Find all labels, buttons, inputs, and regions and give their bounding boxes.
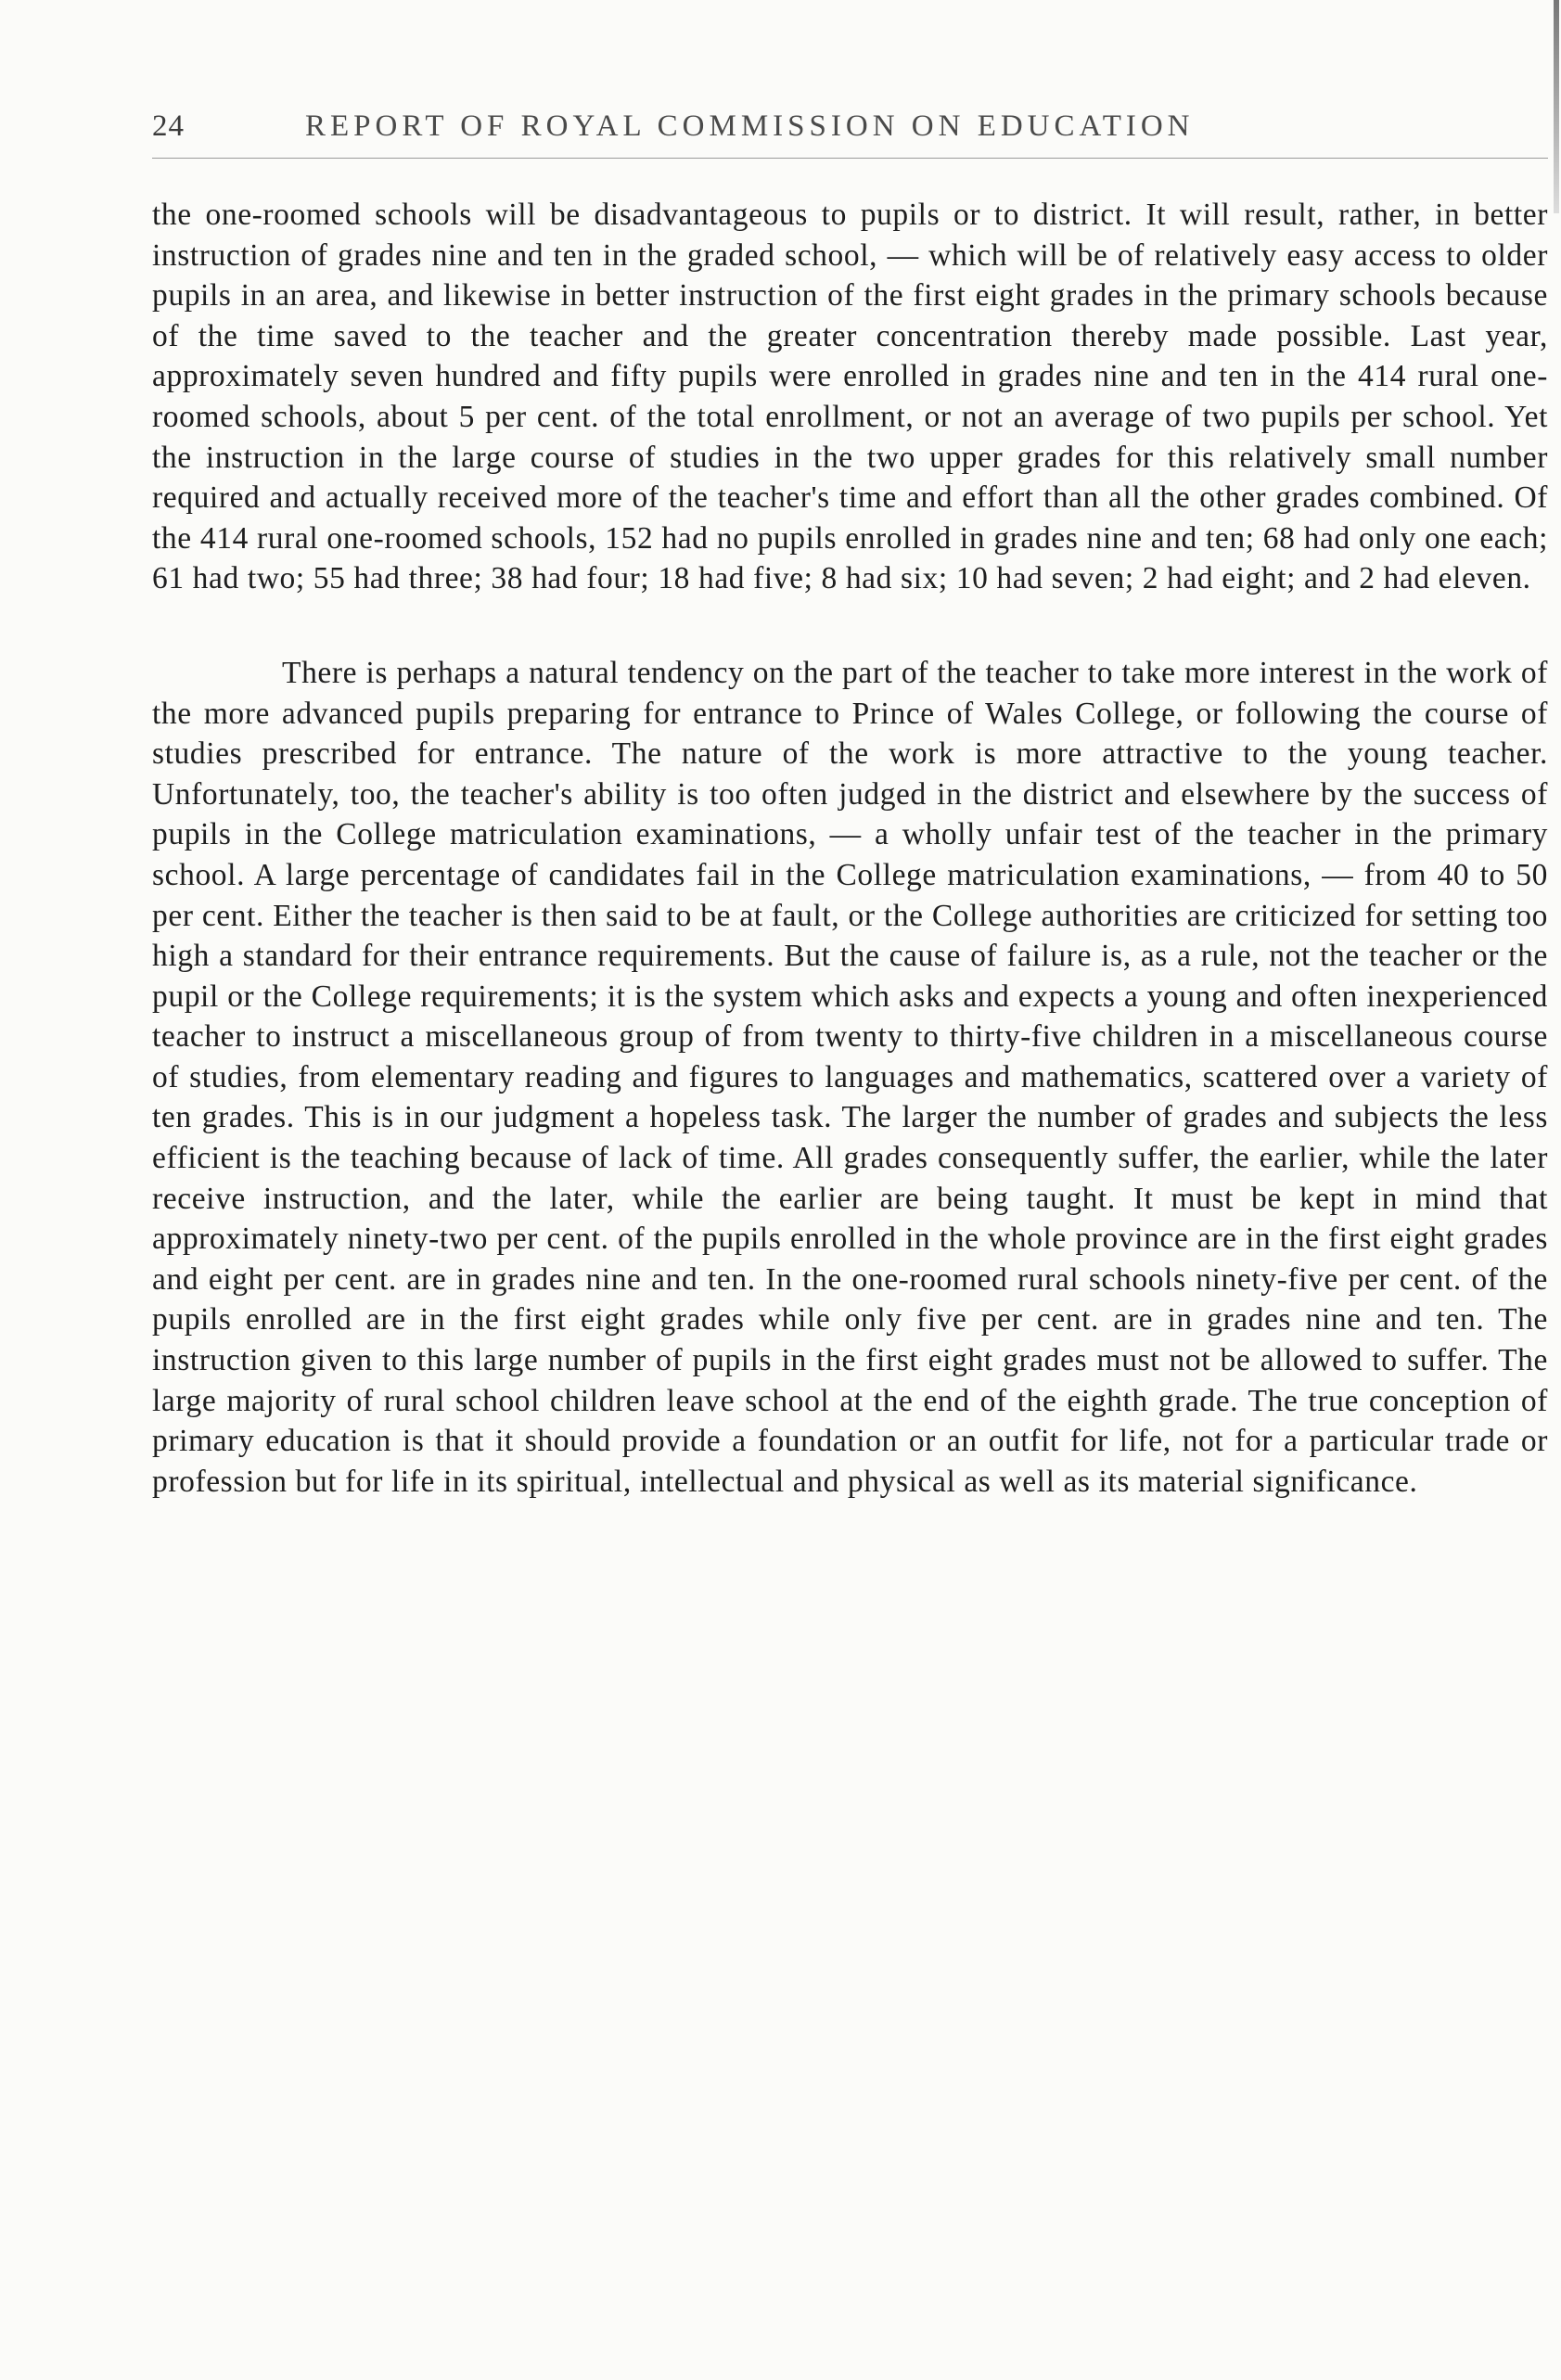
running-head — [152, 93, 1553, 148]
page-edge-shadow — [1554, 0, 1559, 213]
paragraph-2: There is perhaps a natural tendency on the part of the teacher to take more interest in the work of the more advanced pupils preparing for entrance to Prince of Wales College, or following the course of studies prescribed for entrance. The nature of the work is more attractive to the young teacher. Unfortunately, too, the teacher's ability is too often judged in the district and elsewhere by the success of pupils in the College matriculation examinations, — a wholly unfair test of the teacher in the primary school. A large percentage of candidates fail in the College matriculation examinations, — from 40 to 50 per cent. Either the teacher is then said to be at fault, or the College authorities are criticized for setting too high a standard for their entrance requirements. But the cause of failure is, as a rule, not the teacher or the pupil or the College requirements; it is the system which asks and expects a young and often inexperienced teacher to instruct a miscellaneous group of from twenty to thirty-five children in a miscellaneous course of studies, from elementary reading and figures to languages and mathematics, scattered over a variety of ten grades. This is in our judgment a hopeless task. The larger the number of grades and subjects the less efficient is the teaching because of lack of time. All grades consequently suffer, the earlier, while the later receive instruction, and the later, while the earlier are being taught. It must be kept in mind that approximately ninety-two per cent. of the pupils enrolled in the whole province are in the first eight grades and eight per cent. are in grades nine and ten. In the one-roomed rural schools ninety-five per cent. of the pupils enrolled are in the first eight grades while only five per cent. are in grades nine and ten. The instruction given to this large number of pupils in the first eight grades must not be allowed to suffer. The large majority of rural school children leave school at the end of the eighth grade. The true conception of primary education is that it should provide a foundation or an outfit for life, not for a particular trade or profession but for life in its spiritual, intellectual and physical as well as its material significance. — [152, 655, 1548, 1499]
page-number: 24 — [152, 109, 185, 143]
body-text — [152, 195, 1548, 1502]
header-rule — [152, 158, 1548, 159]
paragraph-1: the one-roomed schools will be disadvantageous to pupils or to district. It will result, rather, in better instruction of grades nine and ten in the graded school, — which will be of relatively easy access to older pupils in an area, and likewise in better instruction of the first eight grades in the primary schools because of the time saved to the teacher and the greater concentration thereby made possible. Last year, approximately seven hundred and fifty pupils were enrolled in grades nine and ten in the 414 rural one-roomed schools, about 5 per cent. of the total enrollment, or not an average of two pupils per school. Yet the instruction in the large course of studies in the two upper grades for this relatively small number required and actually received more of the teacher's time and effort than all the other grades combined. Of the 414 rural one-roomed schools, 152 had no pupils enrolled in grades nine and ten; 68 had only one each; 61 had two; 55 had three; 38 had four; 18 had five; 8 had six; 10 had seven; 2 had eight; and 2 had eleven. — [152, 198, 1548, 596]
running-title: REPORT OF ROYAL COMMISSION ON EDUCATION — [305, 109, 1195, 143]
document-page — [152, 93, 1553, 1499]
